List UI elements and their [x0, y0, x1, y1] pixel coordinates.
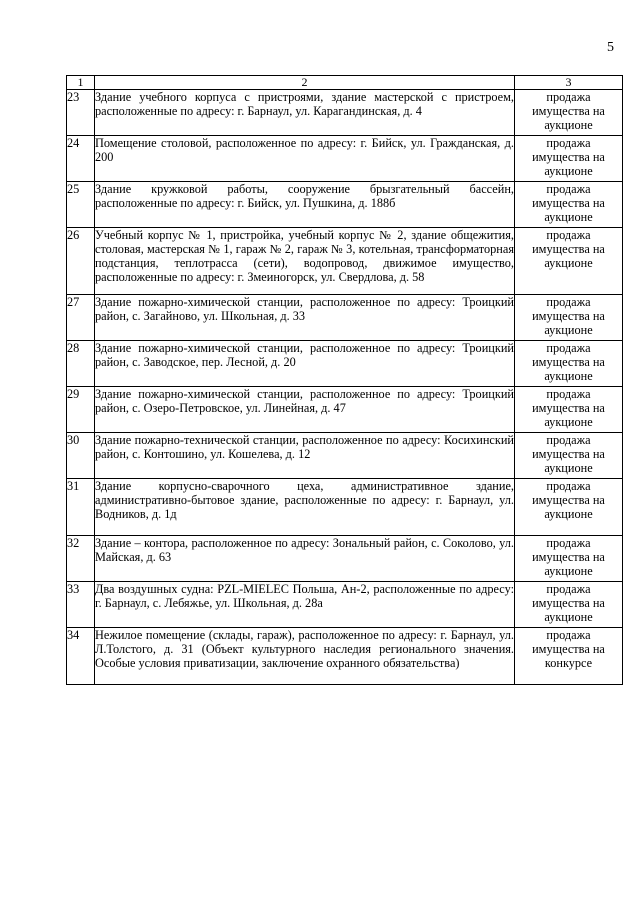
row-privatization-method: [515, 387, 623, 433]
row-number: 28: [67, 341, 95, 387]
page-number: 5: [607, 40, 614, 55]
row-description: Здание учебного корпуса с пристроями, здание мастерской с пристроем, расположенные по адресу: г. Барнаул, ул. Карагандинская, д. 4: [95, 90, 515, 136]
table-row: [67, 433, 623, 479]
row-privatization-method: [515, 536, 623, 582]
row-description: Учебный корпус № 1, пристройка, учебный корпус № 2, здание общежития, столовая, мастерская № 1, гараж № 2, гараж № 3, котельная, трансформаторная подстанция, теплотрасса (сети), водопровод, движимое имущество, расположенные по адресу: г. Змеиногорск, ул. Свердлова, д. 58: [95, 228, 515, 295]
column-header-number: 1: [67, 76, 95, 90]
method-line: имущества на: [532, 104, 605, 118]
method-line: продажа: [546, 387, 591, 401]
row-description: Здание пожарно-технической станции, расположенное по адресу: Косихинский район, с. Контошино, ул. Кошелева, д. 12: [95, 433, 515, 479]
row-privatization-method: [515, 228, 623, 295]
row-number: 33: [67, 582, 95, 628]
row-privatization-method: [515, 582, 623, 628]
row-number: 29: [67, 387, 95, 433]
method-line: имущества на: [532, 309, 605, 323]
method-line: продажа: [546, 295, 591, 309]
row-privatization-method: [515, 90, 623, 136]
method-line: аукционе: [544, 164, 593, 178]
method-line: имущества на: [532, 550, 605, 564]
method-line: продажа: [546, 479, 591, 493]
method-line: продажа: [546, 628, 591, 642]
method-line: конкурсе: [544, 656, 593, 670]
method-line: имущества на: [532, 642, 605, 656]
method-line: аукционе: [544, 323, 593, 337]
method-line: продажа: [546, 182, 591, 196]
row-description: Здание пожарно-химической станции, расположенное по адресу: Троицкий район, с. Загайново, ул. Школьная, д. 33: [95, 295, 515, 341]
table-row: [67, 479, 623, 536]
method-line: аукционе: [544, 415, 593, 429]
method-line: аукционе: [544, 564, 593, 578]
method-line: аукционе: [544, 369, 593, 383]
row-description: Два воздушных судна: PZL-MIELEC Польша, Ан-2, расположенные по адресу: г. Барнаул, с. Лебяжье, ул. Школьная, д. 28а: [95, 582, 515, 628]
row-privatization-method: [515, 479, 623, 536]
table-header-row: [67, 76, 623, 90]
row-description: Помещение столовой, расположенное по адресу: г. Бийск, ул. Гражданская, д. 200: [95, 136, 515, 182]
table-row: [67, 228, 623, 295]
table-row: [67, 136, 623, 182]
method-line: имущества на: [532, 596, 605, 610]
row-description: Здание пожарно-химической станции, расположенное по адресу: Троицкий район, с. Озеро-Петровское, ул. Линейная, д. 47: [95, 387, 515, 433]
column-header-method: 3: [515, 76, 623, 90]
method-line: аукционе: [544, 118, 593, 132]
table-row: [67, 628, 623, 685]
table-row: [67, 536, 623, 582]
column-header-description: 2: [95, 76, 515, 90]
privatization-table: [66, 75, 623, 685]
row-number: 30: [67, 433, 95, 479]
method-line: имущества на: [532, 355, 605, 369]
table-body: [67, 76, 623, 685]
table-row: [67, 387, 623, 433]
row-number: 24: [67, 136, 95, 182]
row-number: 26: [67, 228, 95, 295]
method-line: имущества на: [532, 150, 605, 164]
method-line: аукционе: [544, 610, 593, 624]
table-row: [67, 582, 623, 628]
row-privatization-method: [515, 295, 623, 341]
row-privatization-method: [515, 182, 623, 228]
method-line: продажа: [546, 136, 591, 150]
method-line: аукционе: [544, 256, 593, 270]
row-privatization-method: [515, 433, 623, 479]
row-description: Здание пожарно-химической станции, расположенное по адресу: Троицкий район, с. Заводское, пер. Лесной, д. 20: [95, 341, 515, 387]
row-number: 23: [67, 90, 95, 136]
method-line: имущества на: [532, 401, 605, 415]
row-number: 27: [67, 295, 95, 341]
method-line: продажа: [546, 433, 591, 447]
method-line: продажа: [546, 90, 591, 104]
row-description: Здание кружковой работы, сооружение брызгательный бассейн, расположенные по адресу: г. Бийск, ул. Пушкина, д. 188б: [95, 182, 515, 228]
method-line: имущества на: [532, 242, 605, 256]
method-line: продажа: [546, 341, 591, 355]
method-line: имущества на: [532, 447, 605, 461]
row-privatization-method: [515, 341, 623, 387]
method-line: имущества на: [532, 493, 605, 507]
method-line: аукционе: [544, 210, 593, 224]
row-description: Нежилое помещение (склады, гараж), расположенное по адресу: г. Барнаул, ул. Л.Толстого, д. 31 (Объект культурного наследия регионального значения. Особые условия приватизации, заключение охранного обязательства): [95, 628, 515, 685]
method-line: продажа: [546, 228, 591, 242]
row-privatization-method: [515, 136, 623, 182]
method-line: аукционе: [544, 461, 593, 475]
row-number: 32: [67, 536, 95, 582]
method-line: продажа: [546, 536, 591, 550]
table-row: [67, 182, 623, 228]
method-line: продажа: [546, 582, 591, 596]
row-number: 25: [67, 182, 95, 228]
row-number: 34: [67, 628, 95, 685]
table-row: [67, 341, 623, 387]
table-row: [67, 90, 623, 136]
method-line: имущества на: [532, 196, 605, 210]
row-description: Здание – контора, расположенное по адресу: Зональный район, с. Соколово, ул. Майская, д. 63: [95, 536, 515, 582]
table-row: [67, 295, 623, 341]
method-line: аукционе: [544, 507, 593, 521]
row-number: 31: [67, 479, 95, 536]
row-description: Здание корпусно-сварочного цеха, административное здание, административно-бытовое здание, расположенные по адресу: г. Барнаул, ул. Водников, д. 1д: [95, 479, 515, 536]
row-privatization-method: [515, 628, 623, 685]
